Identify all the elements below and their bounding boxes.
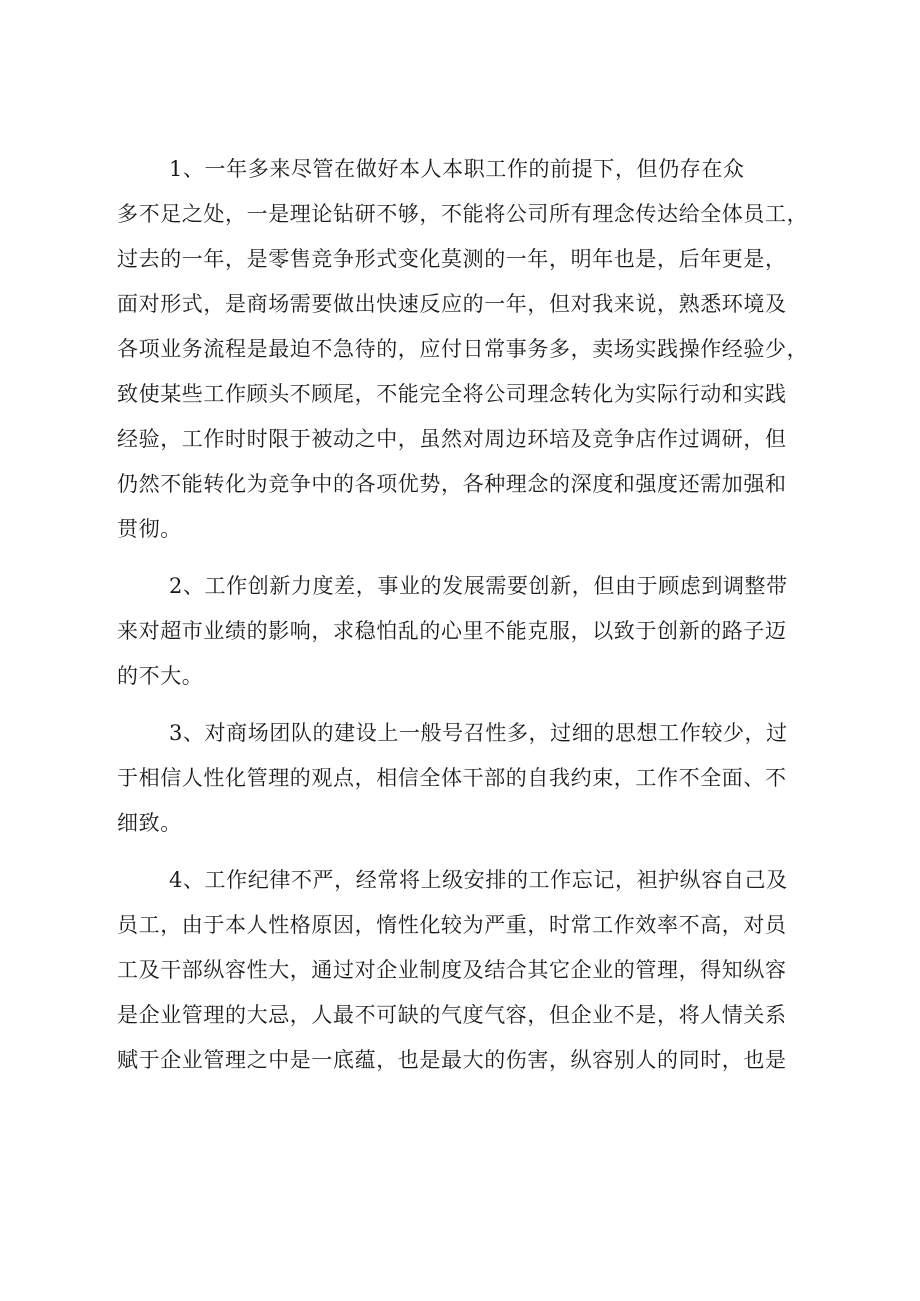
text-line: 经验，工作时时限于被动之中，虽然对周边环培及竞争店作过调研，但 — [117, 427, 787, 451]
text-line: 工及干部纵容性大，通过对企业制度及结合其它企业的管理，得知纵容 — [117, 958, 787, 982]
paragraph-4 — [117, 858, 827, 1083]
text-line: 仍然不能转化为竞争中的各项优势，各种理念的深度和强度还需加强和 — [117, 472, 787, 496]
paragraph-spacer — [117, 552, 827, 564]
paragraph-spacer — [117, 846, 827, 858]
paragraph-2 — [117, 564, 827, 699]
text-line: 的不大。 — [117, 664, 204, 688]
paragraph-spacer — [117, 699, 827, 711]
text-line: 来对超市业绩的影响，求稳怕乱的心里不能克服，以致于创新的路子迈 — [117, 619, 787, 643]
text-line: 多不足之处，一是理论钻研不够，不能将公司所有理念传达给全体员工， — [117, 202, 809, 226]
document-body — [117, 147, 827, 1083]
text-line: 面对形式，是商场需要做出快速反应的一年，但对我来说，熟悉环境及 — [117, 292, 787, 316]
text-line: 于相信人性化管理的观点，相信全体干部的自我约束，工作不全面、不 — [117, 766, 787, 790]
text-line: 过去的一年，是零售竞争形式变化莫测的一年，明年也是，后年更是， — [117, 247, 787, 271]
text-line: 各项业务流程是最迫不急待的，应付日常事务多，卖场实践操作经验少， — [117, 337, 809, 361]
text-line: 4、工作纪律不严，经常将上级安排的工作忘记，袒护纵容自己及 — [169, 868, 788, 892]
text-line: 员工，由于本人性格原因，惰性化较为严重，时常工作效率不高，对员 — [117, 913, 787, 937]
paragraph-3 — [117, 711, 827, 846]
text-line: 3、对商场团队的建设上一般号召性多，过细的思想工作较少，过 — [169, 721, 788, 745]
text-line: 是企业管理的大忌，人最不可缺的气度气容，但企业不是，将人情关系 — [117, 1003, 787, 1027]
text-line: 致使某些工作顾头不顾尾，不能完全将公司理念转化为实际行动和实践 — [117, 382, 787, 406]
text-line: 贯彻。 — [117, 517, 182, 541]
paragraph-1 — [117, 147, 827, 552]
text-line: 赋于企业管理之中是一底蕴，也是最大的伤害，纵容别人的同时，也是 — [117, 1048, 787, 1072]
text-line: 1、一年多来尽管在做好本人本职工作的前提下，但仍存在众 — [169, 157, 745, 181]
text-line: 2、工作创新力度差，事业的发展需要创新，但由于顾虑到调整带 — [169, 574, 788, 598]
text-line: 细致。 — [117, 811, 182, 835]
